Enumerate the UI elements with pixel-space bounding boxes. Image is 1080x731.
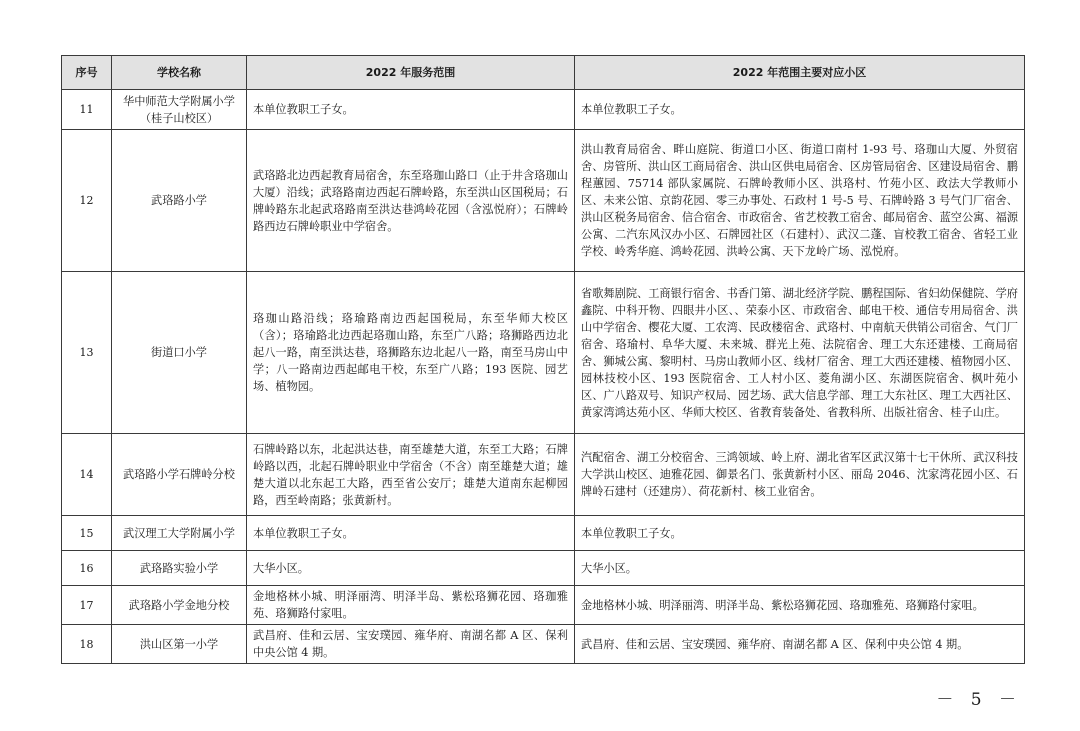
row-index: 14 xyxy=(62,434,112,516)
table-row xyxy=(62,586,1025,625)
row-index: 18 xyxy=(62,625,112,664)
row-school: 武珞路实验小学 xyxy=(112,551,247,586)
header-school: 学校名称 xyxy=(112,56,247,90)
row-scope: 本单位教职工子女。 xyxy=(247,90,575,130)
row-index: 13 xyxy=(62,272,112,434)
row-school: 街道口小学 xyxy=(112,272,247,434)
row-school: 洪山区第一小学 xyxy=(112,625,247,664)
row-scope: 珞珈山路沿线；珞瑜路南边西起国税局，东至华师大校区（含）；珞瑜路北边西起珞珈山路，东至广八路；珞狮路西边北起八一路，南至洪达巷，珞狮路东边北起八一路，南至马房山中学；八一路南边西起邮电干校，东至广八路；193 医院、园艺场、植物园。 xyxy=(247,272,575,434)
row-scope: 大华小区。 xyxy=(247,551,575,586)
table-row xyxy=(62,516,1025,551)
row-school: 武珞路小学金地分校 xyxy=(112,586,247,625)
row-communities: 本单位教职工子女。 xyxy=(575,90,1025,130)
table-row xyxy=(62,90,1025,130)
row-index: 15 xyxy=(62,516,112,551)
table-row xyxy=(62,130,1025,272)
table-header-row xyxy=(62,56,1025,90)
row-index: 17 xyxy=(62,586,112,625)
row-school: 武汉理工大学附属小学 xyxy=(112,516,247,551)
table-row xyxy=(62,272,1025,434)
row-communities: 洪山教育局宿舍、畔山庭院、街道口小区、街道口南村 1-93 号、珞珈山大厦、外贸宿舍、房管所、洪山区工商局宿舍、洪山区供电局宿舍、区房管局宿舍、区建设局宿舍、鹏程蕙园、75714 部队家属院、石牌岭教师小区、洪珞村、竹苑小区、政法大学教师小区、未来公馆、京韵花园、零三办事处、石政村 1 号-5 号、石牌岭路 3 号气门厂宿舍、洪山区税务局宿舍、信合宿舍、市政宿舍、省艺校教工宿舍、邮局宿舍、蓝空公寓、福源公寓、二汽东风汉办小区、石牌园社区（石建村）、武汉二蓬、盲校教工宿舍、省轻工业学校、岭秀华庭、鸿岭花园、洪岭公寓、天下龙岭广场、泓悦府。 xyxy=(575,130,1025,272)
row-index: 11 xyxy=(62,90,112,130)
school-district-table xyxy=(61,55,1025,664)
table-row xyxy=(62,625,1025,664)
row-communities: 金地格林小城、明泽丽湾、明泽半岛、紫松珞狮花园、珞珈雅苑、珞狮路付家咀。 xyxy=(575,586,1025,625)
row-school: 华中师范大学附属小学（桂子山校区） xyxy=(112,90,247,130)
row-index: 16 xyxy=(62,551,112,586)
table-row xyxy=(62,551,1025,586)
row-communities: 大华小区。 xyxy=(575,551,1025,586)
row-index: 12 xyxy=(62,130,112,272)
row-communities: 本单位教职工子女。 xyxy=(575,516,1025,551)
page-number: － 5 － xyxy=(936,690,1022,710)
row-scope: 本单位教职工子女。 xyxy=(247,516,575,551)
row-scope: 金地格林小城、明泽丽湾、明泽半岛、紫松珞狮花园、珞珈雅苑、珞狮路付家咀。 xyxy=(247,586,575,625)
row-scope: 武昌府、佳和云居、宝安璞园、雍华府、南湖名都 A 区、保利中央公馆 4 期。 xyxy=(247,625,575,664)
header-scope: 2022 年服务范围 xyxy=(247,56,575,90)
table-row xyxy=(62,434,1025,516)
row-school: 武珞路小学石牌岭分校 xyxy=(112,434,247,516)
header-communities: 2022 年范围主要对应小区 xyxy=(575,56,1025,90)
row-communities: 武昌府、佳和云居、宝安璞园、雍华府、南湖名都 A 区、保利中央公馆 4 期。 xyxy=(575,625,1025,664)
row-communities: 省歌舞剧院、工商银行宿舍、书香门第、湖北经济学院、鹏程国际、省妇幼保健院、学府鑫院、中科开物、四眼井小区、、荣泰小区、市政宿舍、邮电干校、通信专用局宿舍、洪山中学宿舍、樱花大厦、工农湾、民政楼宿舍、武珞村、中南航天供销公司宿舍、气门厂宿舍、珞瑜村、阜华大厦、未来城、群光上苑、法院宿舍、理工大东还建楼、工商局宿舍、狮城公寓、黎明村、马房山教师小区、线材厂宿舍、理工大西还建楼、植物园小区、园林技校小区、193 医院宿舍、工人村小区、菱角湖小区、东湖医院宿舍、枫叶苑小区、广八路双号、知识产权局、园艺场、武大信息学部、理工大东社区、理工大西社区、黄家湾鸿达苑小区、华师大校区、省教育装备处、省教科所、出版社宿舍、桂子山庄。 xyxy=(575,272,1025,434)
header-index: 序号 xyxy=(62,56,112,90)
row-communities: 汽配宿舍、湖工分校宿舍、三鸿领域、岭上府、湖北省军区武汉第十七干休所、武汉科技大学洪山校区、迪雅花园、御景名门、张黄新村小区、丽岛 2046、沈家湾花园小区、石牌岭石建村（还建房）、荷花新村、核工业宿舍。 xyxy=(575,434,1025,516)
row-scope: 石牌岭路以东，北起洪达巷，南至雄楚大道，东至工大路；石牌岭路以西，北起石牌岭职业中学宿舍（不含）南至雄楚大道；雄楚大道以北东起工大路，西至省公安厅；雄楚大道南东起柳园路，西至岭南路；张黄新村。 xyxy=(247,434,575,516)
row-scope: 武珞路北边西起教育局宿舍，东至珞珈山路口（止于井含珞珈山大厦）沿线；武珞路南边西起石牌岭路，东至洪山区国税局；石牌岭路东北起武珞路南至洪达巷鸿岭花园（含泓悦府）；石牌岭路西边石牌岭职业中学宿舍。 xyxy=(247,130,575,272)
row-school: 武珞路小学 xyxy=(112,130,247,272)
